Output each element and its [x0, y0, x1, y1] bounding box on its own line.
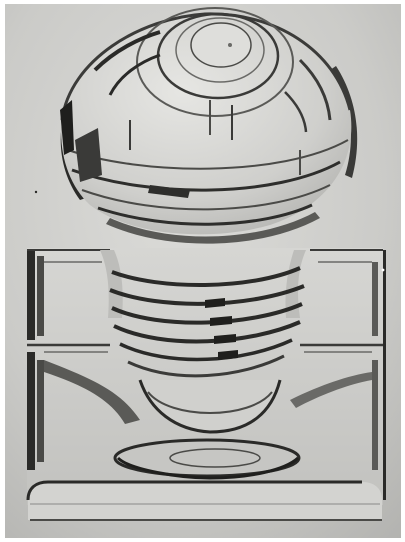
base-dish: [115, 440, 299, 478]
